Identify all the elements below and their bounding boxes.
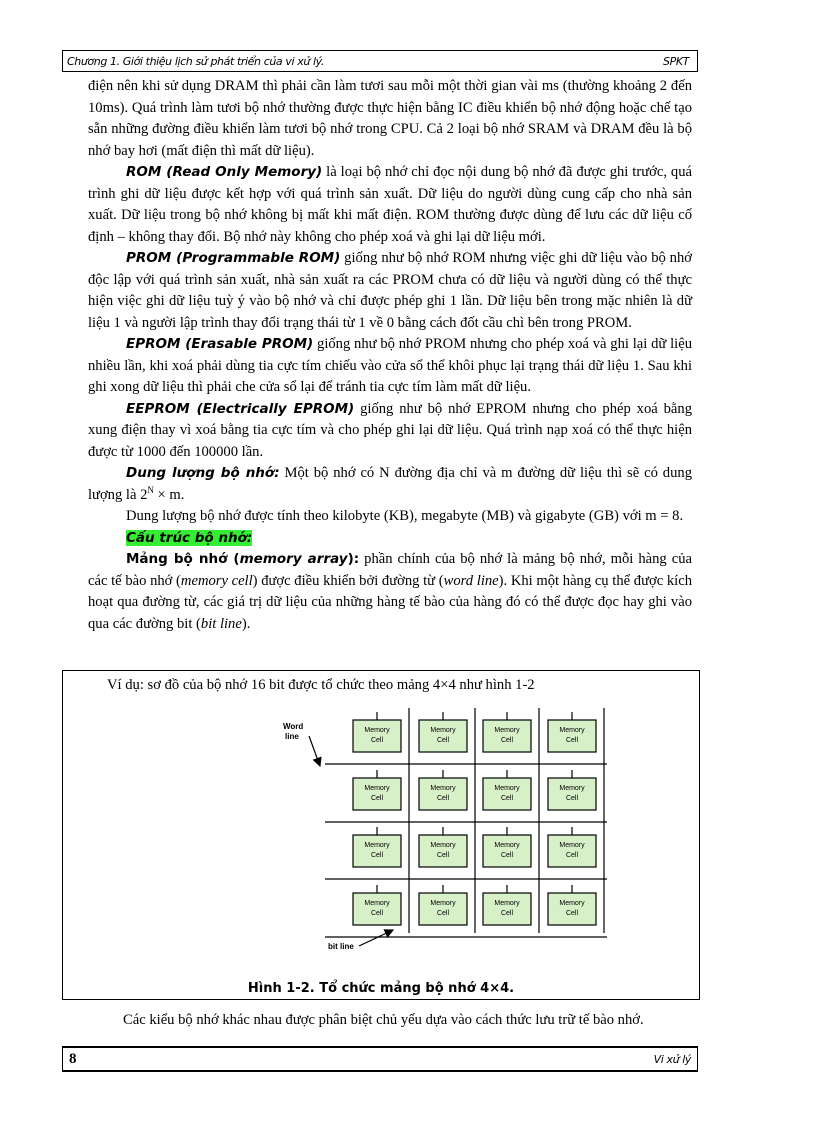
cell-label-cell: Cell bbox=[500, 852, 514, 859]
heading-memory-structure: Cấu trúc bộ nhớ: bbox=[126, 529, 253, 546]
array-italic-1: memory cell bbox=[180, 572, 253, 589]
word-line-label-2: line bbox=[285, 732, 299, 741]
closing-sentence: Các kiểu bộ nhớ khác nhau được phân biệt chủ yếu dựa vào cách thức lưu trữ tế bào nhớ. bbox=[123, 1012, 644, 1028]
cell-label-memory: Memory bbox=[559, 727, 585, 734]
cell-label-cell: Cell bbox=[565, 737, 579, 744]
cell-label-memory: Memory bbox=[559, 785, 585, 792]
term-rom: ROM (Read Only Memory) bbox=[126, 164, 323, 180]
paragraph-memory-array bbox=[88, 549, 692, 635]
page-header bbox=[62, 50, 698, 72]
bit-line-arrow bbox=[359, 930, 393, 946]
cell-label-memory: Memory bbox=[494, 900, 520, 907]
memory-cell bbox=[353, 835, 401, 867]
cell-label-cell: Cell bbox=[436, 910, 450, 917]
cell-label-cell: Cell bbox=[565, 910, 579, 917]
body-text bbox=[88, 76, 692, 635]
cell-label-memory: Memory bbox=[494, 842, 520, 849]
memory-cell bbox=[483, 720, 531, 752]
figure-box bbox=[62, 670, 700, 1000]
memory-cell bbox=[548, 893, 596, 925]
memory-cell bbox=[353, 893, 401, 925]
cell-label-memory: Memory bbox=[430, 900, 456, 907]
cell-label-cell: Cell bbox=[565, 852, 579, 859]
cell-label-cell: Cell bbox=[500, 910, 514, 917]
memory-cell bbox=[419, 893, 467, 925]
cell-label-memory: Memory bbox=[559, 900, 585, 907]
term-array-2: memory array bbox=[239, 551, 348, 567]
memory-cell bbox=[483, 893, 531, 925]
cell-label-memory: Memory bbox=[364, 842, 390, 849]
cell-label-cell: Cell bbox=[436, 852, 450, 859]
term-array-3: ): bbox=[347, 551, 360, 567]
memory-cell bbox=[483, 778, 531, 810]
array-italic-2: word line bbox=[443, 572, 499, 589]
memory-cell bbox=[483, 835, 531, 867]
eprom-text: giống như bộ nhớ PROM nhưng cho phép xoá và ghi lại dữ liệu nhiều lần, khi xoá phải dùng tia cực tím chiếu vào cửa sổ thể khôi phục lại trạng thái dữ liệu 1. Sau khi ghi xong dữ liệu thì phải che cửa sổ lại để tránh tia cực tím làm mất dữ liệu. bbox=[88, 336, 692, 395]
header-school: SPKT bbox=[663, 54, 689, 68]
array-text-2: ) được điều khiển bởi đường từ ( bbox=[252, 572, 444, 589]
paragraph-dram: điện nên khi sử dụng DRAM thì phải cần làm tươi sau mỗi một thời gian vài ms (thường khoảng 2 đến 10ms). Quá trình làm tươi bộ nhớ thường được thực hiện bằng IC điều khiển bộ nhớ động hoặc chế tạo sẵn những đường điều khiển làm tươi bộ nhớ trong CPU. Cả 2 loại bộ nhớ SRAM và DRAM đều là bộ nhớ bay hơi (mất điện thì mất dữ liệu). bbox=[88, 78, 692, 159]
bit-line-label: bit line bbox=[328, 942, 354, 951]
page-number: 8 bbox=[69, 1050, 77, 1067]
cell-label-memory: Memory bbox=[430, 727, 456, 734]
memory-cell bbox=[548, 720, 596, 752]
memory-array-diagram bbox=[235, 708, 615, 963]
header-chapter-title: Chương 1. Giới thiệu lịch sử phát triển của vi xử lý. bbox=[67, 54, 325, 68]
paragraph-rom bbox=[88, 162, 692, 248]
word-line-arrow bbox=[309, 736, 320, 766]
term-array-1: Mảng bộ nhớ ( bbox=[126, 551, 240, 567]
eeprom-text: giống như bộ nhớ EPROM nhưng cho phép xoá bằng xung điện thay vì xoá bằng tia cực tím và cho phép ghi lại dữ liệu. Quá trình nạp xoá có thể thực hiện được từ 1000 đến 100000 lần. bbox=[88, 400, 692, 460]
page-footer bbox=[62, 1046, 698, 1072]
memory-cell bbox=[548, 778, 596, 810]
array-italic-3: bit line bbox=[200, 615, 242, 632]
cell-label-memory: Memory bbox=[494, 785, 520, 792]
cell-label-memory: Memory bbox=[364, 727, 390, 734]
cell-label-memory: Memory bbox=[430, 842, 456, 849]
array-text-1: phần chính của bộ nhớ là mảng bộ nhớ, mỗi hàng của các tế bào nhớ ( bbox=[88, 551, 692, 589]
memory-cell bbox=[353, 720, 401, 752]
cell-label-cell: Cell bbox=[436, 737, 450, 744]
memory-cell bbox=[419, 720, 467, 752]
rom-text: là loại bộ nhớ chỉ đọc nội dung bộ nhớ đã được ghi trước, quá trình ghi dữ liệu được kết hợp với quá trình sản xuất. Dữ liệu do người dùng cung cấp cho nhà sản xuất. Dữ liệu trong bộ nhớ không bị mất khi mất điện. ROM thường được dùng để lưu các dữ liệu cố định – không thay đổi. Bộ nhớ này không cho phép xoá và ghi lại dữ liệu mới. bbox=[88, 164, 692, 245]
prom-text: giống như bộ nhớ ROM nhưng việc ghi dữ liệu vào bộ nhớ độc lập với quá trình sản xuất, nhà sản xuất ra các PROM chưa có dữ liệu và người dùng có thể thực hiện việc ghi dữ liệu tuỳ ý vào bộ nhớ và chỉ được phép ghi 1 lần. Dữ liệu bên trong mặc nhiên là dữ liệu 1 và người lập trình thay đổi trạng thái từ 1 về 0 bằng cách đốt cầu chì bên trong PROM. bbox=[88, 250, 692, 331]
cell-label-cell: Cell bbox=[370, 852, 384, 859]
capacity-text: Một bộ nhớ có N đường địa chỉ và m đường dữ liệu thì sẽ có dung lượng là 2 bbox=[88, 465, 692, 503]
cell-label-cell: Cell bbox=[370, 910, 384, 917]
paragraph-eprom bbox=[88, 334, 692, 399]
figure-intro: Ví dụ: sơ đồ của bộ nhớ 16 bit được tổ chức theo mảng 4×4 như hình 1-2 bbox=[107, 677, 535, 693]
paragraph-capacity bbox=[88, 463, 692, 506]
term-capacity: Dung lượng bộ nhớ: bbox=[126, 465, 280, 481]
cell-label-cell: Cell bbox=[565, 795, 579, 802]
term-eprom: EPROM (Erasable PROM) bbox=[126, 336, 314, 352]
cell-label-cell: Cell bbox=[370, 737, 384, 744]
cell-label-memory: Memory bbox=[364, 900, 390, 907]
cell-label-cell: Cell bbox=[436, 795, 450, 802]
cell-label-memory: Memory bbox=[559, 842, 585, 849]
memory-cell bbox=[353, 778, 401, 810]
memory-cell bbox=[548, 835, 596, 867]
cell-label-cell: Cell bbox=[500, 737, 514, 744]
paragraph-prom bbox=[88, 248, 692, 334]
word-line-label-1: Word bbox=[283, 722, 304, 731]
cell-label-cell: Cell bbox=[500, 795, 514, 802]
cell-label-memory: Memory bbox=[494, 727, 520, 734]
term-prom: PROM (Programmable ROM) bbox=[126, 250, 341, 266]
cell-label-memory: Memory bbox=[364, 785, 390, 792]
figure-caption: Hình 1-2. Tổ chức mảng bộ nhớ 4×4. bbox=[247, 981, 515, 996]
memory-cell bbox=[419, 778, 467, 810]
array-text-3: ). Khi một hàng cụ thể được kích hoạt qua đường từ, các giá trị dữ liệu của những hàng tế bào của hàng đó có thể được đọc hay ghi vào qua các đường bit ( bbox=[88, 572, 692, 632]
cell-label-cell: Cell bbox=[370, 795, 384, 802]
term-eeprom: EEPROM (Electrically EPROM) bbox=[126, 400, 355, 417]
cell-label-memory: Memory bbox=[430, 785, 456, 792]
array-text-4: ). bbox=[241, 615, 251, 632]
footer-subject: Vi xử lý bbox=[653, 1052, 691, 1066]
paragraph-units: Dung lượng bộ nhớ được tính theo kilobyte (KB), megabyte (MB) và gigabyte (GB) với m = 8. bbox=[126, 508, 684, 524]
capacity-end: × m. bbox=[153, 486, 185, 503]
paragraph-structure-heading bbox=[88, 528, 692, 550]
memory-cell bbox=[419, 835, 467, 867]
capacity-exponent: N bbox=[147, 484, 154, 495]
paragraph-eeprom bbox=[88, 399, 692, 464]
